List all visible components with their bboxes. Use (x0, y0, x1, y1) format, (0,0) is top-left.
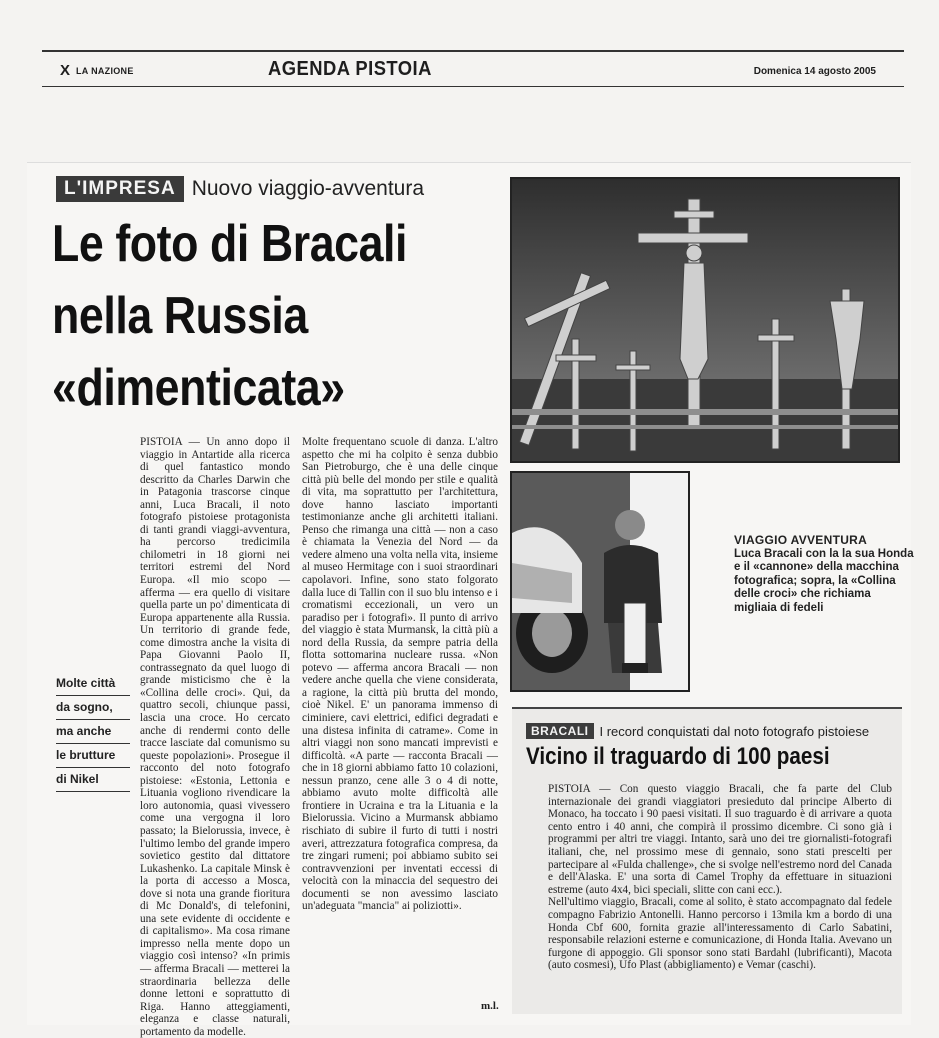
caption-text: Luca Bracali con la la sua Honda e il «cannone» della macchina fotografica; sopra, la «Collina delle croci» che richiama migliaia di fedeli (734, 547, 914, 614)
article-headline (52, 208, 439, 424)
pull-quote-line: ma anche (56, 720, 130, 744)
article-kicker (56, 176, 424, 202)
pull-quote-line: da sogno, (56, 696, 130, 720)
photo-bracali-honda (510, 471, 690, 692)
sidebar-box (512, 707, 902, 1014)
kicker-tag: L'IMPRESA (56, 176, 184, 202)
bracali-motorcycle-image (512, 473, 688, 690)
article-column-1 (140, 436, 290, 1038)
article-paragraph: Molte frequentano scuole di danza. L'altro aspetto che mi ha colpito è senza dubbio San Pietroburgo, che è una delle cinque città più belle del mondo per stile e qualità di vita, ma soprattutto per l'architettura, dove hanno lasciato importanti testimonianze anche gli architetti italiani. Penso che rimanga una città — non a caso è chiamata la Venezia del Nord — da vedere almeno una volta nella vita, insieme al museo Hermitage con i suoi straordinari capolavori. Infine, sono stato folgorato dalla luce di Tallin con il suo blu intenso e i cromatismi eccezionali, un vero un paradiso per i fotografi». Il punto di arrivo del viaggio è stata Murmansk, la città più a nord della Russia, da sempre patria della flotta sottomarina nucleare russa. «Non potevo — afferma ancora Bracali — non vedere anche quella che viene considerata, a ragione, la città più brutta del mondo, cioè Nikel. E' un panorama immenso di ciminiere, cavi elettrici, edifici degradati e una distesa infinita di catrame». Come in altri viaggi non sono mancati imprevisti e difficoltà. «A parte — racconta Bracali — che in 18 giorni abbiamo fatto 10 colazioni, nessun pranzo, cene alle 3 o 4 di notte, abbiamo avuto molte difficoltà alle frontiere in Ucraina e tra la Lituania e la Bielorussia. Vicino a Murmansk abbiamo rischiato di subire il furto di tutti i nostri averi, attrezzatura fotografica compresa, da tre zingari rumeni; poi abbiamo subito sei contravvenzioni per inventati eccessi di velocità con la minaccia del sequestro dei documenti se non avessimo lasciato un'adeguata "mancia" ai poliziotti». (302, 436, 498, 913)
article-column-2 (302, 436, 498, 913)
author-signature: m.l. (481, 1000, 499, 1012)
sidebar-title: Vicino il traguardo di 100 paesi (526, 743, 830, 770)
masthead-rule-top (42, 50, 904, 52)
pull-quote-line: di Nikel (56, 768, 130, 792)
masthead-rule-bottom (42, 86, 904, 87)
pull-quote (56, 672, 130, 792)
article-paragraph: PISTOIA — Un anno dopo il viaggio in Antartide alla ricerca di quel fantastico mondo descritto da Charles Darwin che in Patagonia trascorse cinque anni, Luca Bracali, il noto fotografo pistoiese protagonista di tanti grandi viaggi-avventura, ha percorso tredicimila chilometri in 18 giorni nei territori estremi del Nord Europa. «Il mio scopo — afferma — era quello di visitare quella parte un po' dimenticata di Europa appartenente alla Russia. Un territorio di grande fede, come dimostra anche la visita di Papa Giovanni Paolo II, contrassegnato da quel luogo di grande misticismo che è la «Collina delle croci». Qui, da quattro secoli, chiunque passi, lascia una croce. Ho cercato anche di rendermi conto delle tracce lasciate dal comunismo su queste popolazioni». Prosegue il racconto del noto fotografo pistoiese: «Estonia, Lettonia e Lituania vogliono rivendicare la loro autonomia, quasi vivessero come una vergogna il loro passato; la Bielorussia, invece, è l'ultimo lembo del grande impero sovietico gestito dal dittatore Lukashenko. La capitale Minsk è la porta di accesso a Mosca, dove si nota una grande fioritura di Mc Donald's, di telefonini, una sete evidente di occidente e di capitalismo». Ma cosa rimane impresso nella mente dopo un viaggio così intenso? «In primis — afferma Bracali — metterei la straordinaria bellezza delle donne lettoni e soprattutto di Riga. Hanno atteggiamenti, eleganza e classe naturali, portamento da modelle. (140, 436, 290, 1038)
sidebar-paragraph: Nell'ultimo viaggio, Bracali, come al solito, è stato accompagnato dal fedele compagno Fabrizio Antonelli. Hanno percorso i 13mila km a bordo di una Honda Cbf 600, fornita grazie all'interessamento di Carlo Sabatini, responsabile relazioni esterne e comunicazione, di Honda Italia. Avevano un furgone di appoggio. Gli sponsor sono stati Bardahl (lubrificanti), Macota (auto cosmesi), Ufo Plast (abbigliamento) e Vemar (caschi). (548, 896, 892, 972)
photo-collina-delle-croci (510, 177, 900, 463)
headline-line: nella Russia (52, 287, 308, 345)
newspaper-name: LA NAZIONE (76, 66, 134, 76)
masthead (42, 58, 904, 84)
sidebar-body (548, 783, 892, 972)
sidebar-kicker-tag: BRACALI (526, 723, 594, 739)
sidebar-kicker (526, 723, 869, 739)
photo-caption (734, 534, 914, 615)
sidebar-paragraph: PISTOIA — Con questo viaggio Bracali, che fa parte del Club internazionale dei grandi viaggiatori presieduto dal principe Alberto di Monaco, ha toccato i 90 paesi visitati. Il suo traguardo è di arrivare a quota cento entro i 40 anni, che compirà il prossimo dicembre. Ci sono già i programmi per altri tre viaggi. Intanto, sarà uno dei tre giornalisti-fotografi italiani, che, nel prossimo mese di gennaio, sono stati prescelti per partecipare al «Fulda challenge», che si svolge nell'estremo nord del Canada e dell'Alaska. E' una sorta di Camel Trophy da effettuare in situazioni estreme (auto 4x4, bici speciali, slitte con cani ecc.). (548, 783, 892, 896)
section-title: AGENDA PISTOIA (268, 58, 432, 80)
caption-title: VIAGGIO AVVENTURA (734, 533, 868, 547)
crosses-image (512, 179, 898, 461)
page-number: X (60, 62, 71, 79)
pull-quote-line: le brutture (56, 744, 130, 768)
pull-quote-line: Molte città (56, 672, 130, 696)
headline-line: «dimenticata» (52, 359, 345, 417)
issue-date: Domenica 14 agosto 2005 (753, 66, 876, 77)
sidebar-kicker-text: I record conquistati dal noto fotografo pistoiese (599, 723, 870, 739)
kicker-text: Nuovo viaggio-avventura (191, 177, 425, 200)
headline-line: Le foto di Bracali (52, 215, 408, 273)
